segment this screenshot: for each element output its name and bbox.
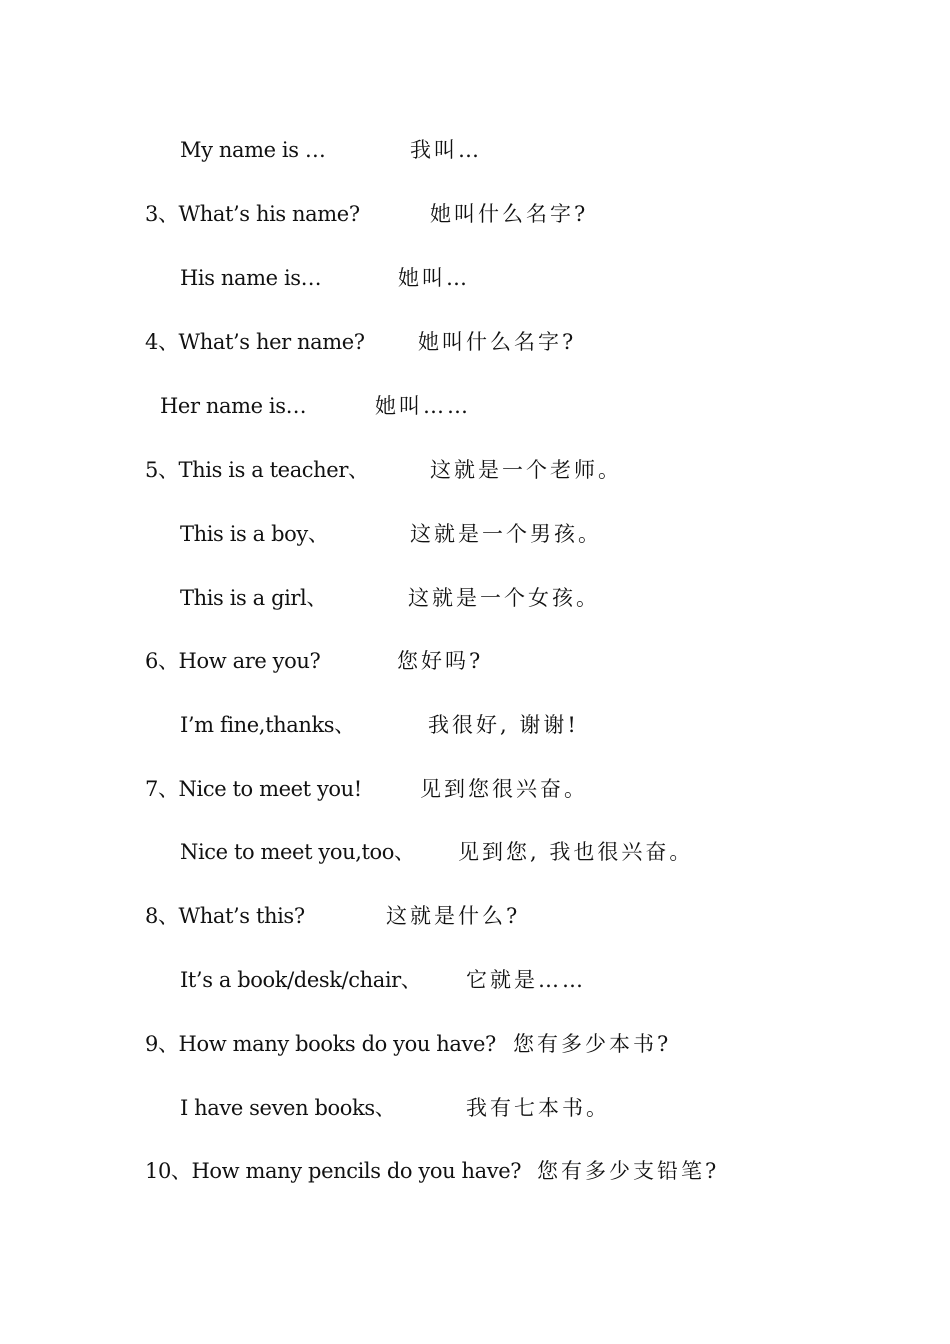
english-phrase: Her name is… [160,394,307,418]
chinese-translation: 这就是一个男孩。 [410,522,602,546]
chinese-translation: 您好吗? [397,649,484,673]
phrase-line [0,322,950,362]
chinese-translation: 我很好, 谢谢! [428,713,579,737]
phrase-line [0,578,950,618]
phrase-line [0,386,950,426]
english-phrase: This is a boy、 [180,522,329,546]
phrase-line [0,641,950,681]
english-phrase: 4、What’s her name? [145,330,365,354]
chinese-translation: 您有多少本书? [513,1032,672,1056]
chinese-translation: 这就是什么? [386,904,521,928]
chinese-translation: 她叫… [398,266,470,290]
phrase-line [0,832,950,872]
english-phrase: 7、Nice to meet you! [145,777,362,801]
phrase-line [0,1088,950,1128]
english-phrase: It’s a book/desk/chair、 [180,968,422,992]
chinese-translation: 见到您, 我也很兴奋。 [458,840,694,864]
english-phrase: 6、How are you? [145,649,321,673]
chinese-translation: 我有七本书。 [466,1096,610,1120]
phrase-line [0,896,950,936]
phrase-line [0,450,950,490]
english-phrase: I have seven books、 [180,1096,396,1120]
english-phrase: 10、How many pencils do you have? [145,1159,522,1183]
chinese-translation: 它就是…… [466,968,586,992]
phrase-line [0,258,950,298]
phrase-line [0,130,950,170]
chinese-translation: 我叫… [410,138,482,162]
english-phrase: 9、How many books do you have? [145,1032,496,1056]
phrase-line [0,705,950,745]
phrase-line [0,194,950,234]
phrase-line [0,769,950,809]
phrase-line [0,1151,950,1191]
chinese-translation: 见到您很兴奋。 [420,777,588,801]
phrase-line [0,514,950,554]
english-phrase: Nice to meet you,too、 [180,840,415,864]
chinese-translation: 她叫…… [375,394,471,418]
english-phrase: My name is … [180,138,326,162]
english-phrase: This is a girl、 [180,586,327,610]
phrase-line [0,960,950,1000]
english-phrase: 3、What’s his name? [145,202,360,226]
english-phrase: His name is… [180,266,322,290]
english-phrase: I’m fine,thanks、 [180,713,355,737]
chinese-translation: 这就是一个女孩。 [408,586,600,610]
english-phrase: 5、This is a teacher、 [145,458,369,482]
chinese-translation: 您有多少支铅笔? [537,1159,720,1183]
phrase-line [0,1024,950,1064]
chinese-translation: 这就是一个老师。 [430,458,622,482]
chinese-translation: 她叫什么名字? [418,330,577,354]
english-phrase: 8、What’s this? [145,904,305,928]
chinese-translation: 她叫什么名字? [430,202,589,226]
